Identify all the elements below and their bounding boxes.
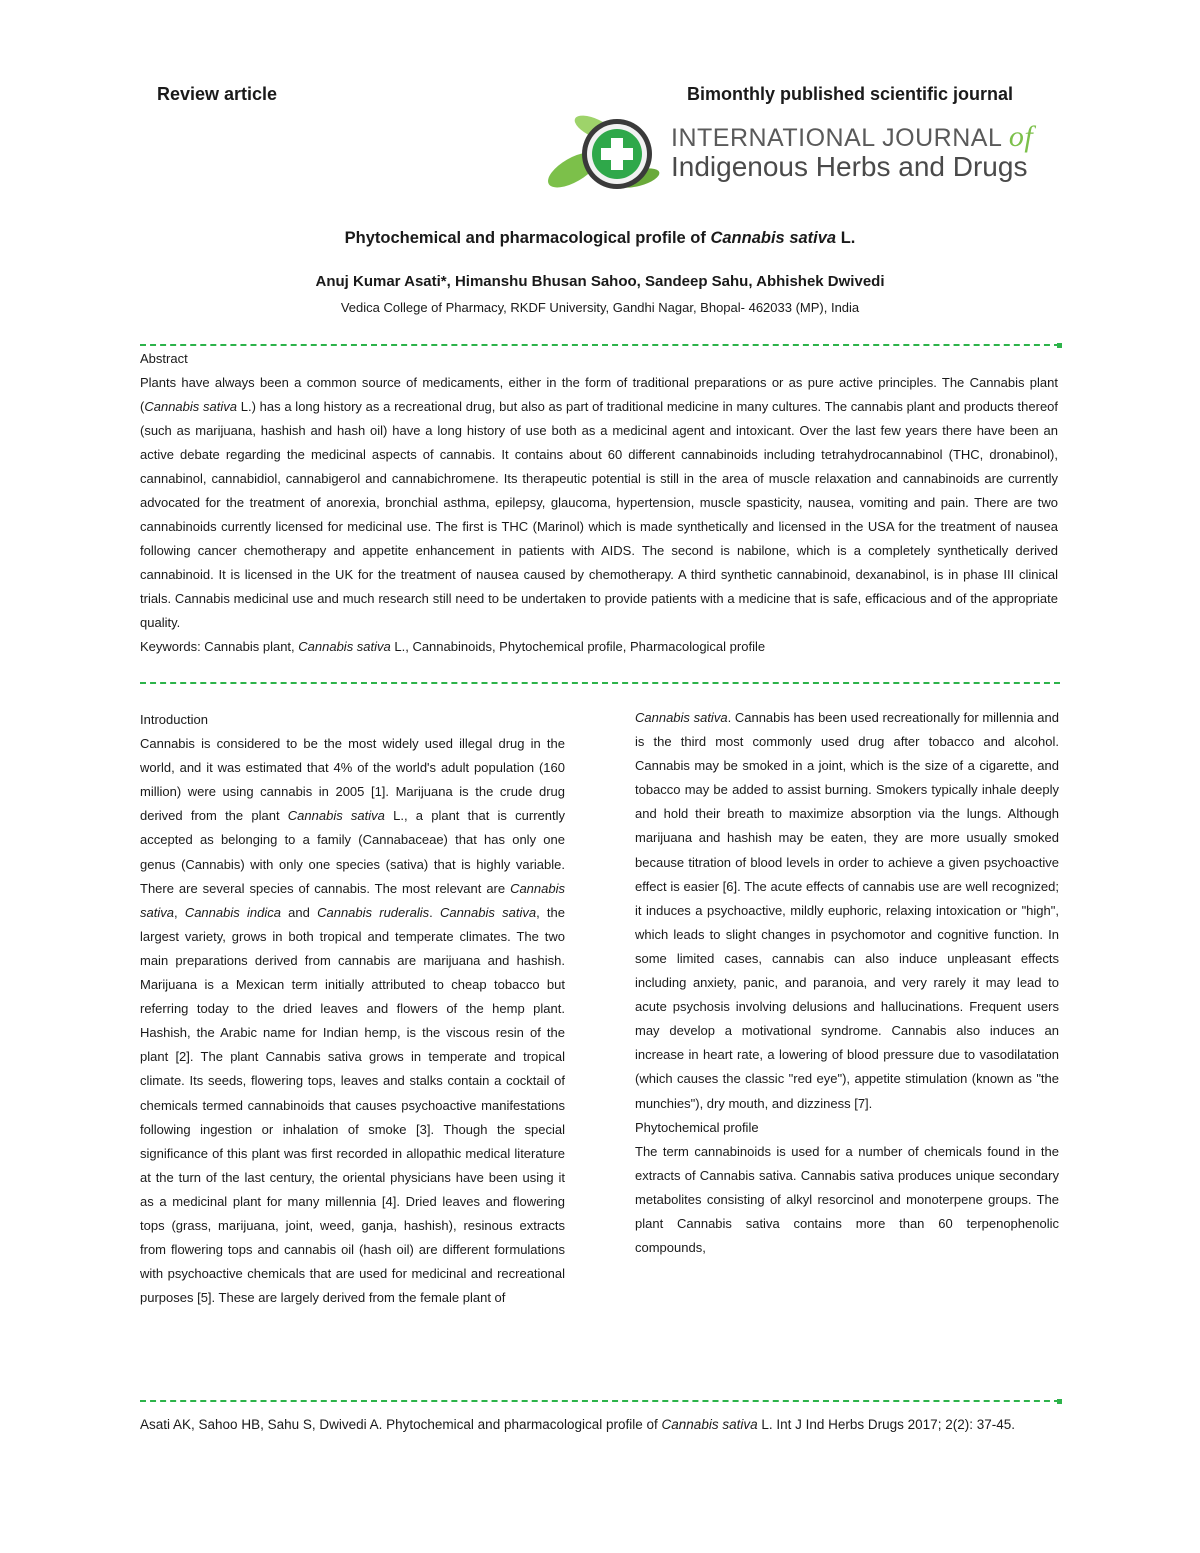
phytochemical-heading: Phytochemical profile (635, 1119, 759, 1135)
divider-bottom (140, 1400, 1060, 1402)
phytochemical-text: The term cannabinoids is used for a number of chemicals found in the extracts of Cannabis sativa. Cannabis sativa produces unique secondary metabolites consisting of alkyl resorcinol and monoterpene groups. The plant Cannabis sativa contains more than 60 terpenophenolic compounds, (635, 1143, 1059, 1256)
abstract-block (140, 347, 1058, 659)
abstract-text: Plants have always been a common source of medicaments, either in the form of traditional preparations or as pure active principles. The Cannabis plant (Cannabis sativa L.) has a long history as a recreational drug, but also as part of traditional medicine in many cultures. The cannabis plant and products thereof (such as marijuana, hashish and hash oil) have a long history of use both as a medicinal agent and intoxicant. Over the last few years there have been an active debate regarding the medicinal aspects of cannabis. It contains about 60 different cannabinoids including tetrahydrocannabinol (THC, dronabinol), cannabinol, cannabidiol, cannabigerol and cannabichromene. Its therapeutic potential is still in the area of muscle relaxation and cannabinoids are currently advocated for the treatment of anorexia, bronchial asthma, epilepsy, glaucoma, hypertension, muscle spasticity, nausea, vomiting and pain. There are two cannabinoids currently licensed for medicinal use. The first is THC (Marinol) which is made synthetically and licensed in the USA for the treatment of nausea following cancer chemotherapy and appetite enhancement in patients with AIDS. The second is nabilone, which is a completely synthetically derived cannabinoid. It is licensed in the UK for the treatment of nausea caused by chemotherapy. A third synthetic cannabinoid, dexanabinol, is in phase III clinical trials. Cannabis medicinal use and much research still need to be undertaken to provide patients with a medicine that is safe, efficacious and of the appropriate quality. (140, 375, 1059, 630)
journal-name-line2: Indigenous Herbs and Drugs (671, 151, 1028, 182)
journal-name-line1: INTERNATIONAL JOURNAL of (671, 120, 1034, 153)
article-affiliation: Vedica College of Pharmacy, RKDF University, Gandhi Nagar, Bhopal- 462033 (MP), India (340, 300, 860, 315)
keywords: Keywords: Cannabis plant, Cannabis sativa L., Cannabinoids, Phytochemical profile, Pharmacological profile (140, 639, 766, 654)
article-type: Review article (157, 84, 278, 104)
divider-abstract (140, 682, 1060, 684)
column-right (635, 706, 1059, 1260)
divider-top (140, 344, 1060, 346)
introduction-heading: Introduction (140, 712, 208, 727)
column-left (140, 708, 565, 1310)
introduction-text-2: Cannabis sativa. Cannabis has been used recreationally for millennia and is the third most commonly used drug after tobacco and alcohol. Cannabis may be smoked in a joint, which is the size of a cigarette, and tobacco may be added to assist burning. Smokers typically inhale deeply and hold their breath to maximize absorption via the lungs. Although marijuana and hashish may be eaten, they are more usually smoked because titration of blood levels in order to achieve a given psychoactive effect is easier [6]. The acute effects of cannabis use are well recognized; it induces a psychoactive, mildly euphoric, relaxing intoxication or "high", which leads to slight changes in psychomotor and cognitive function. In some limited cases, cannabis can also induce unpleasant effects including anxiety, panic, and paranoia, and very rarely it may lead to acute psychosis involving delusions and hallucinations. Frequent users may develop a motivational syndrome. Cannabis also induces an increase in heart rate, a lowering of blood pressure due to vasodilatation (which causes the classic "red eye"), appetite stimulation (known as "the munchies"), dry mouth, and dizziness [7]. (635, 710, 1060, 1111)
article-authors: Anuj Kumar Asati*, Himanshu Bhusan Sahoo, Sandeep Sahu, Abhishek Dwivedi (315, 273, 885, 290)
citation-footer: Asati AK, Sahoo HB, Sahu S, Dwivedi A. Phytochemical and pharmacological profile of Cannabis sativa L. Int J Ind Herbs Drugs 2017; 2(2): 37-45. (140, 1417, 1015, 1432)
abstract-heading: Abstract (140, 351, 188, 366)
article-title: Phytochemical and pharmacological profile of Cannabis sativa L. (344, 229, 856, 247)
journal-frequency: Bimonthly published scientific journal (687, 84, 1014, 104)
divider-end-mark-bottom (1057, 1399, 1062, 1404)
journal-logo (543, 108, 1063, 200)
introduction-text-1: Cannabis is considered to be the most widely used illegal drug in the world, and it was estimated that 4% of the world's adult population (160 million) were using cannabis in 2005 [1]. Marijuana is the crude drug derived from the plant Cannabis sativa L., a plant that is currently accepted as belonging to a family (Cannabaceae) that has only one genus (Cannabis) with only one species (sativa) that is highly variable. There are several species of cannabis. The most relevant are Cannabis sativa, Cannabis indica and Cannabis ruderalis. Cannabis sativa, the largest variety, grows in both tropical and temperate climates. The two main preparations derived from cannabis are marijuana and hashish. Marijuana is a Mexican term initially attributed to cheap tobacco but referring today to the dried leaves and flowers of the hemp plant. Hashish, the Arabic name for Indian hemp, is the viscous resin of the plant [2]. The plant Cannabis sativa grows in temperate and tropical climate. Its seeds, flowering tops, leaves and stalks contain a cocktail of chemicals termed cannabinoids that causes psychoactive manifestations following ingestion or inhalation of smoke [3]. Though the special significance of this plant was first recorded in allopathic medical literature at the turn of the last century, the oriental physicians have been using it as a medicinal plant for many millennia [4]. Dried leaves and flowering tops (grass, marijuana, joint, weed, ganja, hashish), resinous extracts from flowering tops and cannabis oil (hash oil) are different formulations with psychoactive chemicals that are used for medicinal and recreational purposes [5]. These are largely derived from the female plant of (140, 736, 565, 1306)
cross-leaf-icon (543, 108, 668, 200)
